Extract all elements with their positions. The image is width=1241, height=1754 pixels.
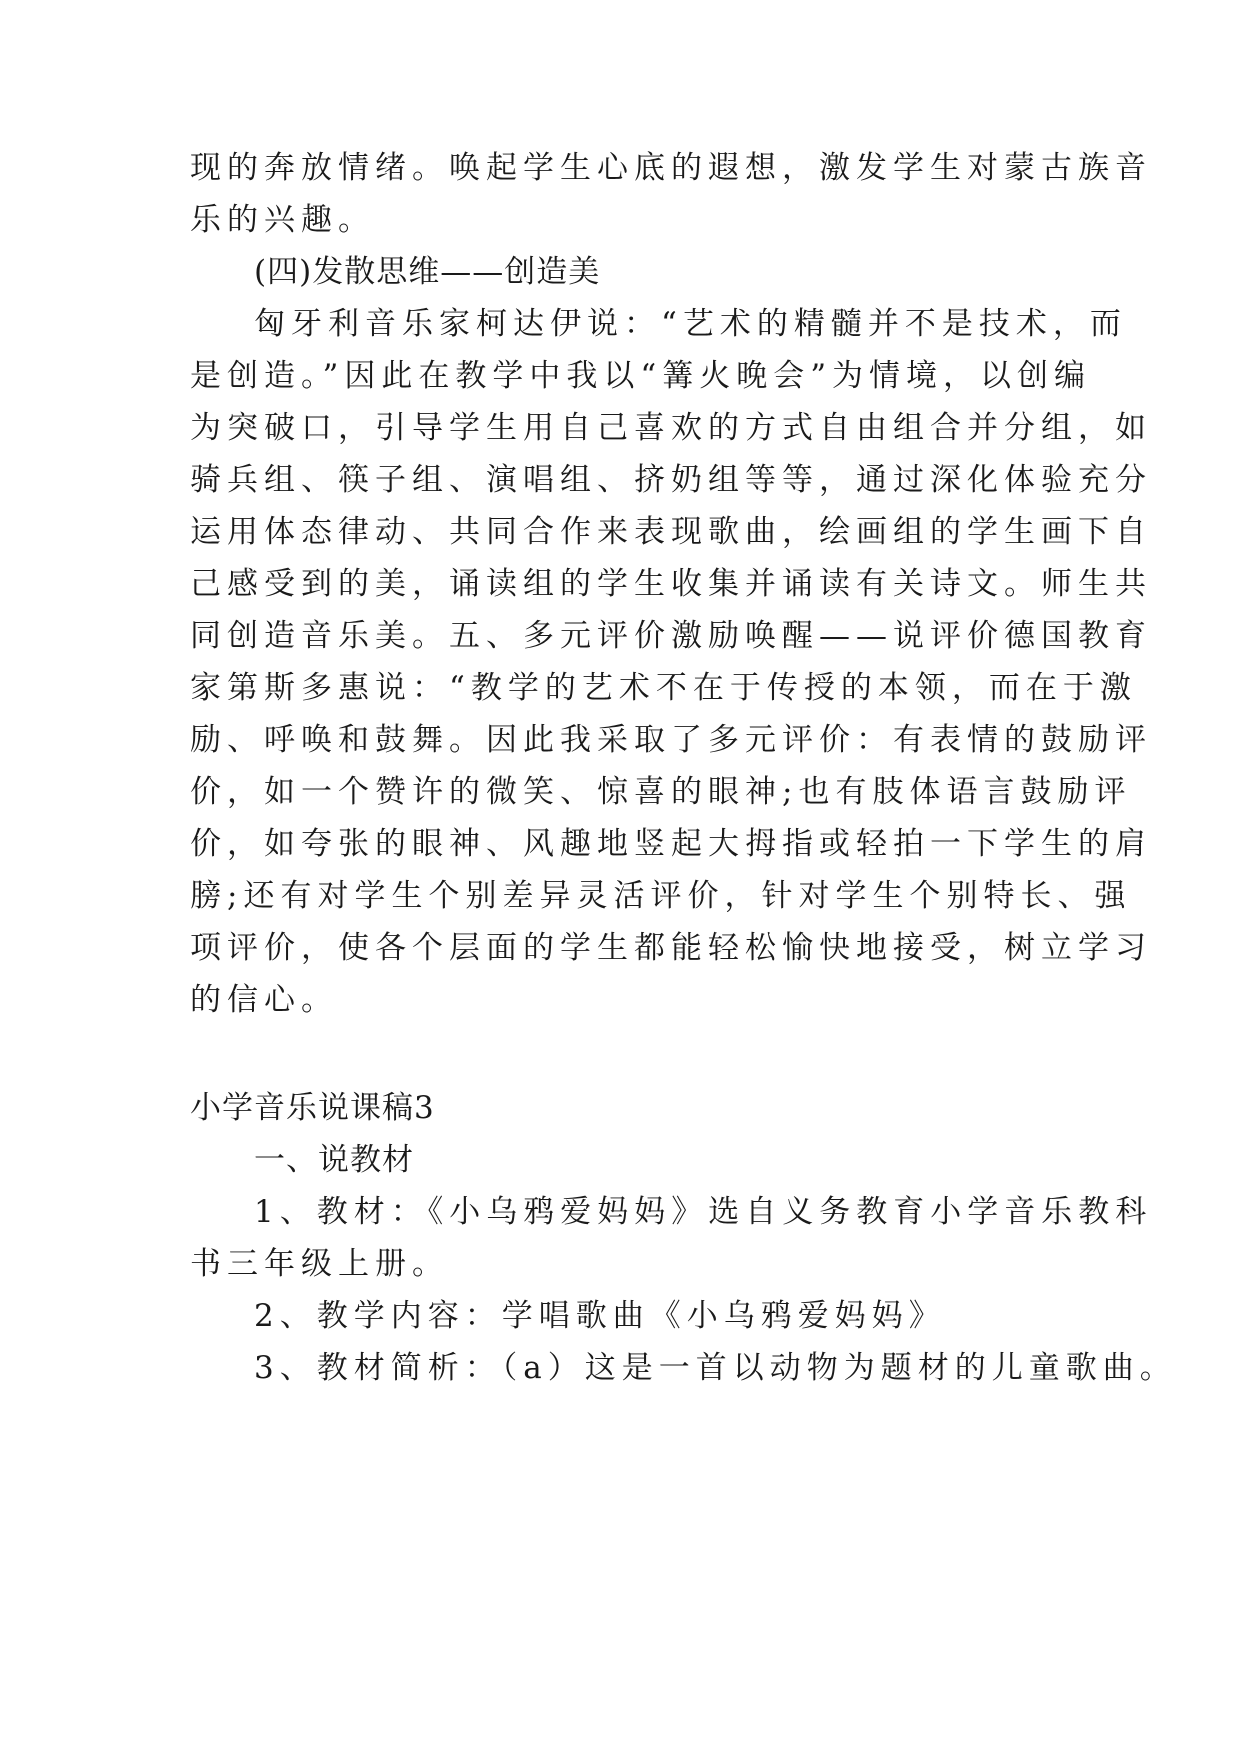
list-item: 3、教材简析：（a）这是一首以动物为题材的儿童歌曲。 [254, 1350, 1177, 1386]
paragraph-line: 是创造。”因此在教学中我以“篝火晚会”为情境，以创编 [190, 358, 1092, 394]
paragraph-line: 乐的兴趣。 [190, 202, 375, 238]
section-heading: (四)发散思维——创造美 [254, 254, 601, 290]
list-item-continuation: 书三年级上册。 [190, 1246, 449, 1282]
paragraph-line: 骑兵组、筷子组、演唱组、挤奶组等等，通过深化体验充分 [190, 462, 1152, 498]
paragraph-line: 的信心。 [190, 982, 338, 1018]
list-item: 2、教学内容：学唱歌曲《小乌鸦爱妈妈》 [254, 1298, 946, 1334]
paragraph-line: 价，如一个赞许的微笑、惊喜的眼神;也有肢体语言鼓励评 [190, 774, 1132, 810]
paragraph-line: 己感受到的美，诵读组的学生收集并诵读有关诗文。师生共 [190, 566, 1152, 602]
paragraph-line: 励、呼唤和鼓舞。因此我采取了多元评价：有表情的鼓励评 [190, 722, 1152, 758]
paragraph-line: 同创造音乐美。五、多元评价激励唤醒——说评价德国教育 [190, 618, 1152, 654]
paragraph-line: 价，如夸张的眼神、风趣地竖起大拇指或轻拍一下学生的肩 [190, 826, 1152, 862]
list-item: 1、教材：《小乌鸦爱妈妈》选自义务教育小学音乐教科 [254, 1194, 1153, 1230]
document-title: 小学音乐说课稿3 [190, 1090, 435, 1126]
section-heading: 一、说教材 [254, 1142, 414, 1178]
paragraph-line: 现的奔放情绪。唤起学生心底的遐想，激发学生对蒙古族音 [190, 150, 1152, 186]
paragraph-line: 运用体态律动、共同合作来表现歌曲，绘画组的学生画下自 [190, 514, 1152, 550]
paragraph-line: 膀;还有对学生个别差异灵活评价，针对学生个别特长、强 [190, 878, 1132, 914]
paragraph-line: 家第斯多惠说：“教学的艺术不在于传授的本领，而在于激 [190, 670, 1137, 706]
paragraph-line: 项评价，使各个层面的学生都能轻松愉快地接受，树立学习 [190, 930, 1152, 966]
paragraph-line: 匈牙利音乐家柯达伊说：“艺术的精髓并不是技术，而 [254, 306, 1127, 342]
paragraph-line: 为突破口，引导学生用自己喜欢的方式自由组合并分组，如 [190, 410, 1152, 446]
